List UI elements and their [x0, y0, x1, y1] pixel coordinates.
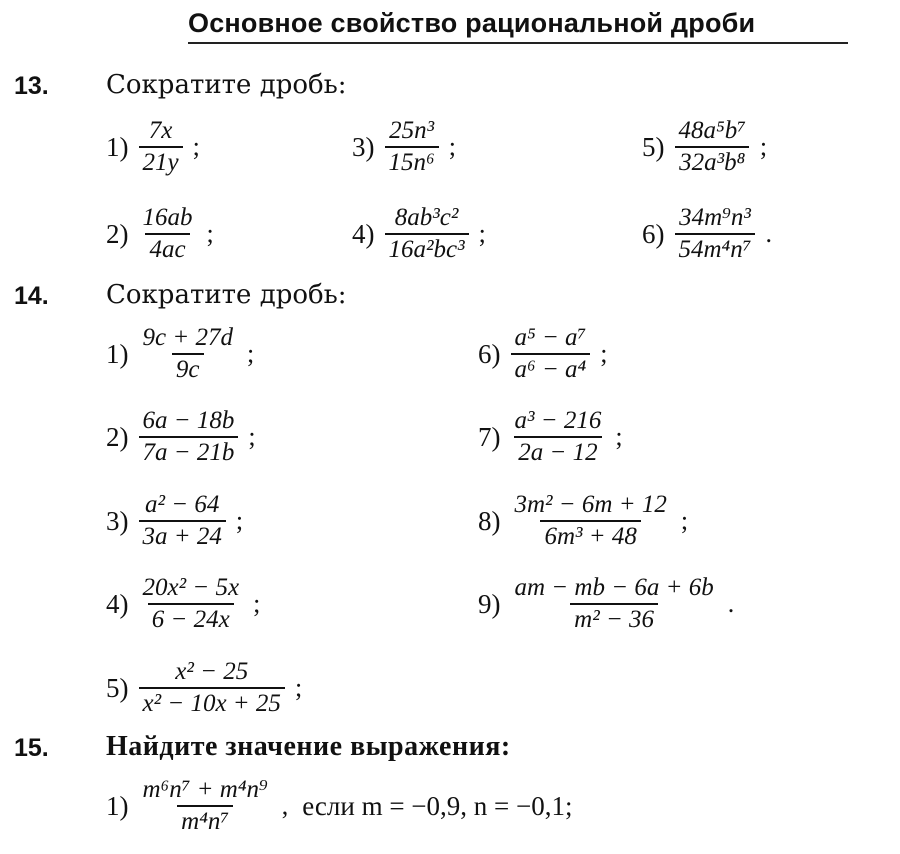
punctuation: .: [727, 589, 735, 618]
denominator: 15n⁶: [385, 146, 439, 178]
punctuation: ,: [281, 791, 289, 820]
punctuation: ;: [235, 506, 244, 535]
denominator: 9c: [172, 353, 204, 385]
punctuation: ;: [192, 132, 200, 161]
ex15-item-1: [106, 775, 572, 837]
item-label: 5): [642, 131, 665, 162]
denominator: 16a²bc³: [385, 233, 469, 265]
numerator: 20x² − 5x: [142, 574, 240, 601]
ex13-item-4: [352, 203, 486, 265]
exercise-14-task: Сократите дробь:: [106, 280, 347, 310]
item-label: 1): [106, 131, 129, 162]
fraction: [139, 323, 237, 385]
fraction: [139, 203, 197, 265]
exercise-13-task: Сократите дробь:: [106, 70, 347, 100]
item-label: 6): [478, 338, 501, 369]
punctuation: ;: [600, 339, 608, 368]
fraction: [511, 406, 606, 468]
denominator: a⁶ − a⁴: [511, 353, 591, 385]
denominator: 21y: [139, 146, 183, 178]
numerator: x² − 25: [175, 658, 249, 685]
fraction: [139, 775, 272, 837]
item-label: 2): [106, 421, 129, 452]
ex14-item-6: [478, 323, 608, 385]
ex13-item-6: [642, 203, 772, 265]
fraction: [139, 406, 239, 468]
fraction: [385, 203, 469, 265]
item-label: 5): [106, 672, 129, 703]
punctuation: ;: [253, 589, 261, 618]
ex14-item-3: [106, 490, 243, 552]
fraction: [385, 116, 439, 178]
numerator: 34m⁹n³: [679, 204, 751, 231]
denominator: 7a − 21b: [139, 436, 239, 468]
ex13-item-5: [642, 116, 767, 178]
item-label: 8): [478, 505, 501, 536]
fraction: [511, 573, 718, 635]
punctuation: ;: [680, 506, 689, 535]
fraction: [139, 490, 226, 552]
numerator: 9c + 27d: [142, 324, 233, 351]
item-label: 3): [352, 131, 375, 162]
numerator: 48a⁵b⁷: [678, 117, 746, 144]
punctuation: ;: [206, 219, 214, 248]
numerator: 16ab: [142, 204, 193, 231]
ex14-item-7: [478, 406, 623, 468]
ex13-item-2: [106, 203, 214, 265]
item-label: 9): [478, 588, 501, 619]
denominator: 6 − 24x: [148, 603, 234, 635]
denominator: m⁴n⁷: [177, 805, 233, 837]
numerator: 25n³: [389, 117, 435, 144]
exercise-15-task: Найдите значение выражения:: [106, 731, 511, 762]
ex14-item-2: [106, 406, 256, 468]
denominator: 2a − 12: [514, 436, 601, 468]
numerator: 7x: [148, 117, 173, 144]
fraction: [675, 203, 756, 265]
punctuation: .: [765, 219, 772, 248]
punctuation: ;: [448, 132, 456, 161]
exercise-13-number: 13.: [14, 72, 49, 100]
denominator: 54m⁴n⁷: [675, 233, 756, 265]
item-label: 3): [106, 505, 129, 536]
punctuation: ;: [478, 219, 486, 248]
item-label: 7): [478, 421, 501, 452]
denominator: 32a³b⁸: [675, 146, 749, 178]
item-label: 2): [106, 218, 129, 249]
numerator: 6a − 18b: [142, 407, 235, 434]
exercise-15-number: 15.: [14, 734, 49, 762]
ex14-item-8: [478, 490, 688, 552]
denominator: 6m³ + 48: [540, 520, 640, 552]
numerator: 8ab³c²: [394, 204, 459, 231]
fraction: [139, 116, 183, 178]
denominator: m² − 36: [570, 603, 658, 635]
numerator: m⁶n⁷ + m⁴n⁹: [142, 776, 268, 803]
condition-text: если m = −0,9, n = −0,1;: [302, 790, 573, 821]
item-label: 4): [106, 588, 129, 619]
punctuation: ;: [246, 339, 255, 368]
fraction: [511, 490, 671, 552]
ex14-item-9: [478, 573, 734, 635]
ex14-item-1: [106, 323, 254, 385]
denominator: 4ac: [145, 233, 189, 265]
fraction: [675, 116, 750, 178]
ex13-item-1: [106, 116, 200, 178]
numerator: am − mb − 6a + 6b: [514, 574, 714, 601]
fraction: [139, 657, 285, 719]
ex14-item-4: [106, 573, 260, 635]
page-title: Основное свойство рациональной дроби: [188, 6, 848, 44]
item-label: 1): [106, 338, 129, 369]
punctuation: ;: [759, 132, 768, 161]
punctuation: ;: [294, 673, 303, 702]
fraction: [511, 323, 591, 385]
punctuation: ;: [615, 422, 623, 451]
punctuation: ;: [248, 422, 256, 451]
item-label: 6): [642, 218, 665, 249]
ex13-item-3: [352, 116, 456, 178]
denominator: x² − 10x + 25: [139, 687, 285, 719]
numerator: a³ − 216: [514, 407, 602, 434]
numerator: 3m² − 6m + 12: [514, 491, 667, 518]
denominator: 3a + 24: [139, 520, 226, 552]
item-label: 1): [106, 790, 129, 821]
fraction: [139, 573, 244, 635]
exercise-14-number: 14.: [14, 282, 49, 310]
item-label: 4): [352, 218, 375, 249]
numerator: a² − 64: [145, 491, 220, 518]
ex14-item-5: [106, 657, 302, 719]
numerator: a⁵ − a⁷: [514, 324, 587, 351]
